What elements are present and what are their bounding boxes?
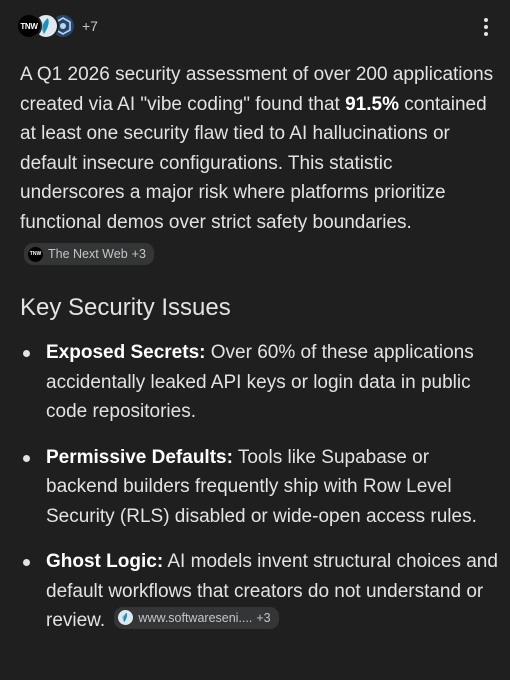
citation-source: www.softwareseni....	[138, 610, 253, 625]
list-item	[20, 547, 498, 636]
intro-text-1: A Q1 2026 security assessment of over 200 applications created via AI "vibe coding" found that	[20, 64, 494, 115]
issue-title: Ghost Logic:	[46, 551, 164, 572]
list-item	[20, 338, 498, 427]
sources-button[interactable]	[16, 12, 98, 40]
citation-more-count: +3	[256, 610, 271, 625]
statistic-highlight: 91.5%	[345, 93, 399, 115]
issue-title: Exposed Secrets:	[46, 342, 206, 363]
more-sources-count: +7	[82, 18, 98, 34]
citation-chip-softwareseni[interactable]	[114, 607, 278, 629]
list-item	[20, 443, 498, 532]
tnw-logo-icon: TNW	[16, 13, 42, 39]
citation-more-count: +3	[131, 247, 146, 261]
source-icons	[16, 13, 76, 39]
issue-text: Tools like Supabase or backend builders frequently ship with Row Level Security (RLS) disabled or wide-open access rules.	[46, 446, 477, 527]
issue-title: Permissive Defaults:	[46, 446, 233, 468]
softwareseni-logo-icon	[118, 610, 133, 625]
intro-paragraph	[20, 60, 498, 267]
section-heading: Key Security Issues	[20, 294, 231, 321]
issue-text: AI models invent structural choices and default workflows that creators do not understand or review.	[46, 551, 498, 631]
intro-text-2: contained at least one security flaw tied to AI hallucinations or default insecure configurations. This statistic underscores a major risk where platforms prioritize functional demos over strict safety boundaries.	[20, 93, 487, 233]
tnw-logo-icon: TNW	[28, 247, 43, 262]
more-options-icon[interactable]	[476, 16, 496, 38]
security-issues-list	[20, 338, 498, 636]
issue-text: Over 60% of these applications accidentally leaked API keys or login data in public code repositories.	[46, 342, 474, 422]
citation-chip-the-next-web[interactable]	[24, 243, 154, 265]
citation-source: The Next Web	[48, 247, 128, 261]
